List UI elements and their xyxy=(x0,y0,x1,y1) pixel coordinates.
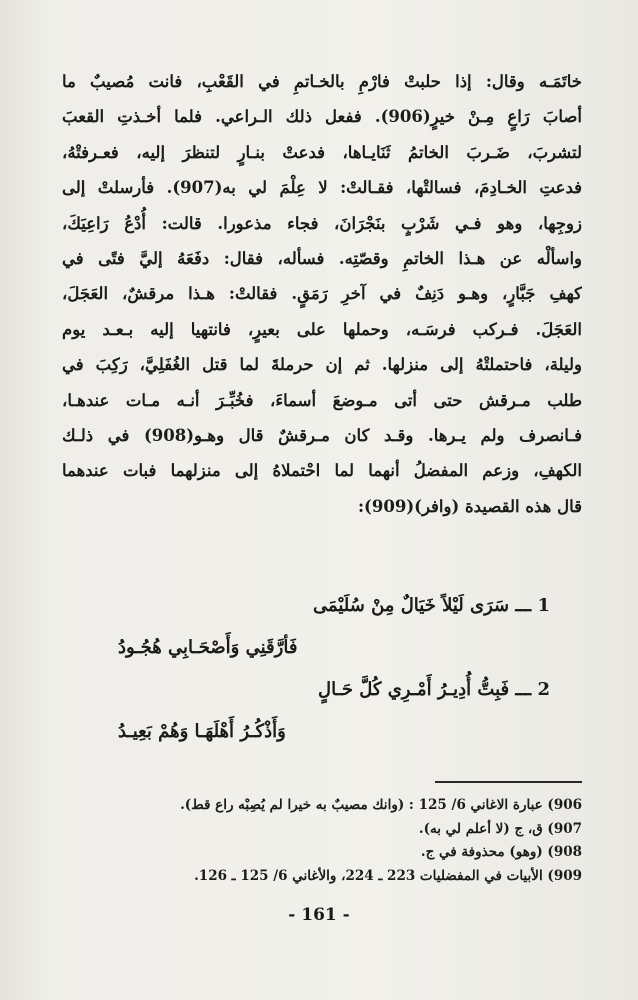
verse-1-first-hemistich: 1 ـــ سَرَى لَيْلاً خَيَالٌ مِنْ سُلَيْمَى xyxy=(312,595,550,616)
text-line: زوجِها، وهو فـي شَرْبٍ بنَجْرَانَ، فجاء مذعورا. قالت: أُدْعُ رَاعِيَكَ، xyxy=(62,213,582,233)
verse-2-first-hemistich: 2 ـــ فَبِتُّ أُدِيـرُ أَمْـرِي كُلَّ حَـالٍ xyxy=(318,679,550,700)
verse-2-second-hemistich: وَأَذْكُـرُ أَهْلَهَـا وَهُمْ بَعِيـدُ xyxy=(118,721,286,742)
page-number: - 161 - xyxy=(288,905,350,925)
text-line: واسألْه عن هـذا الخاتمِ وقصّتِه. فسأله، فقال: دفَعَهُ إليَّ فتًى في xyxy=(62,248,582,268)
footnote: 909) الأبيات في المفضليات 223 ـ 224، والأغاني 6/ 125 ـ 126. xyxy=(194,867,582,884)
text-line: العَجَلَ. فـركب فرسَـه، وحملها على بعيرٍ، فانتهيا إليه بـعـد يوم xyxy=(62,319,582,339)
text-line: أصابَ رَاعٍ مِـنْ خيرٍ(906). ففعل ذلك الـراعي. فلما أخـذتِ القعبَ xyxy=(62,107,582,127)
text-line: كهفِ جَبَّارٍ، وهـو دَنِفٌ في آخرِ رَمَقٍ. فقالتْ: هـذا مرقشٌ، العَجَلَ، xyxy=(62,284,582,304)
text-line: الكهفِ، وزعم المفضلُ أنهما لما احْتملاهُ إلى منزلهما فبات عندهما xyxy=(62,461,582,481)
footnote: 908) (وهو) محذوفة في ج. xyxy=(420,844,582,860)
text-line: وليلة، فاحتملتْهُ إلى منزلها. ثم إن حرملةَ لما قتل الغُفَلِيَّ، رَكِبَ في xyxy=(62,355,582,375)
footnote: 907) ق، ج (لا أعلم لي به). xyxy=(418,820,582,837)
text-line: طلب مـرقش حتى أتى مـوضعَ أسماءَ، فخُبِّـرَ أنـه مـات عندهـا، xyxy=(62,390,582,410)
poem xyxy=(110,585,570,753)
verse-1-second-hemistich: فَأرَّقَنِي وَأَصْحَـابِي هُجُـودُ xyxy=(118,637,298,658)
footnotes xyxy=(110,794,582,888)
text-line: فدعتِ الخـادِمَ، فسالتْها، فقـالتْ: لا عِلْمَ لي به(907). فأرسلتْ إلى xyxy=(62,178,582,198)
main-text xyxy=(62,64,582,524)
text-line: فـانصرف ولم يـرها. وقـد كان مـرقشٌ قال وهـو(908) في ذلـك xyxy=(62,425,582,445)
text-line: لتشربَ، ضَـربَ الخاتمُ ثَنَايـاها، فدعتْ بنـارٍ لتنظرَ إليه، فعـرفتْهُ، xyxy=(62,142,582,162)
footnote-divider xyxy=(435,781,582,783)
text-line: قال هذه القصيدة (وافر)(909): xyxy=(357,496,582,516)
footnote: 906) عبارة الاغاني 6/ 125 : (وانك مصيبٌ به خيرا لم يُصِبْه راع قط). xyxy=(180,797,582,813)
text-line: خاتَمَـه وقال: إذا حلبتْ فارْمِ بالخـاتمِ في القَعْبِ، فانت مُصيبٌ ما xyxy=(62,72,582,91)
